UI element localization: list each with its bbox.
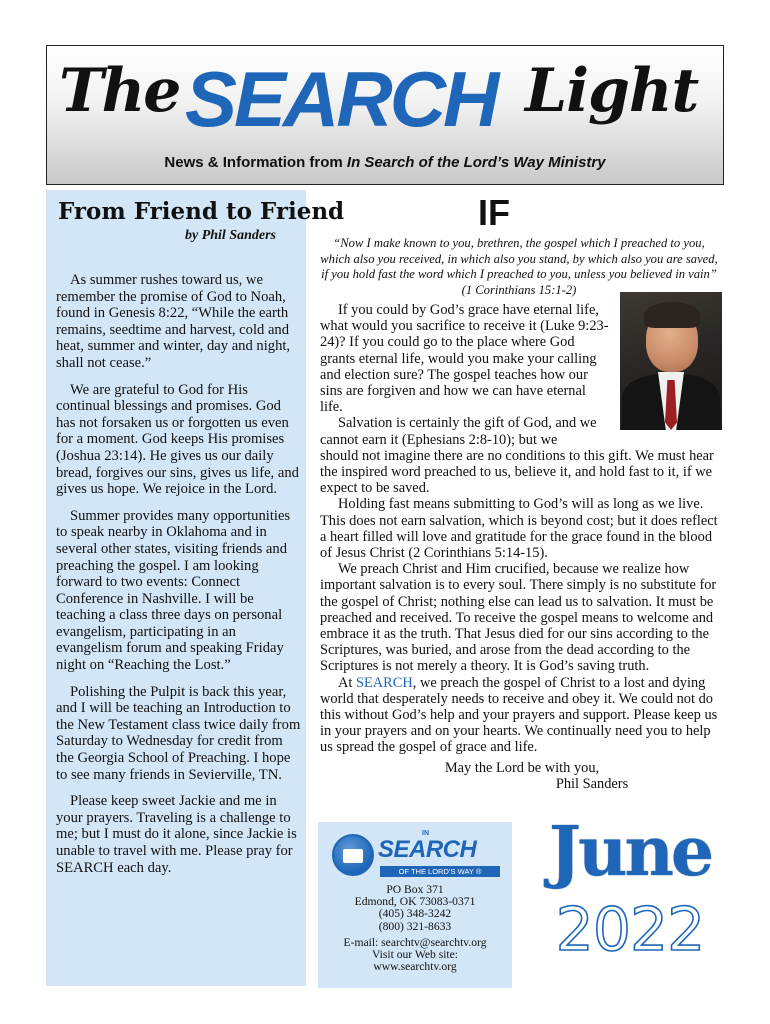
article-body — [320, 302, 724, 792]
sidebar-paragraph: Summer provides many opportunities to speak nearby in Oklahoma and in several other states, visiting friends and preaching the gospel. I am looking forward to two events: Connect Conference in Nashville. I will be teaching a class three days on personal evangelism, participating in an evangelism forum and speaking Friday night on “Reaching the Lost.” — [56, 507, 291, 674]
web-url[interactable]: www.searchtv.org — [373, 960, 457, 974]
tagline-prefix: News & Information from — [164, 154, 347, 171]
issue-month: June — [548, 812, 712, 892]
sidebar-paragraph: We are grateful to God for His continual blessings and promises. God has not forsaken us or forgotten us even for a moment. God keeps His promises (Joshua 23:14). He gives us our daily bread, forgives our sins, gives us life, and gives us hope. We rejoice in the Lord. — [56, 381, 299, 498]
email-line[interactable]: E-mail: searchtv@searchtv.org — [343, 935, 487, 949]
signoff-line: May the Lord be with you, — [444, 759, 600, 776]
article-paragraph: We preach Christ and Him crucified, because we realize how important salvation is to every soul. There simply is no substitute for the gospel of Christ; nothing else can lead us to salvation. It must be preached and received. To receive the gospel means to welcome and embrace it as the truth. That Jesus died for our sins according to the Scriptures, was buried, and arose from the dead according to the Scriptures is not merely a theory. It is God’s saving truth. — [320, 561, 717, 675]
search-link[interactable]: SEARCH — [356, 674, 413, 691]
article-scripture: “Now I make known to you, brethren, the gospel which I preached to you, which also you received, in which also you stand, by which also you are saved, if you hold fast the word which I preached to you, unless you believed in vain” (1 Corinthians 15:1-2) — [320, 236, 718, 297]
masthead-tagline — [47, 154, 723, 171]
city-line: Edmond, OK 73083-0371 — [354, 895, 476, 909]
article-title: IF — [478, 192, 510, 233]
sidebar-paragraph: Please keep sweet Jackie and me in your prayers. Traveling is a challenge to me; but I must do it alone, since Jackie is unable to travel with me. Please pray for SEARCH each day. — [56, 793, 297, 876]
p5-pre: At — [338, 674, 356, 691]
article-paragraph — [320, 675, 724, 756]
article-paragraph: Holding fast means submitting to God’s will as long as we live. This does not earn salvation, which is beyond cost; but it does reflect a heart filled will love and gratitude for the grace found in the blood of Jesus Christ (2 Corinthians 5:14-15). — [320, 496, 718, 562]
address-lines — [318, 884, 512, 973]
article-paragraph: Salvation is certainly the gift of God, and we cannot earn it (Ephesians 2:8-10); but we — [320, 415, 597, 448]
phone-1: (405) 348-3242 — [378, 907, 452, 921]
in-search-logo — [332, 830, 502, 880]
masthead-title-search: SEARCH — [185, 55, 497, 143]
logo-search-text: SEARCH — [378, 836, 477, 863]
tagline-ministry: In Search of the Lord’s Way Ministry — [346, 154, 606, 171]
phone-2: (800) 321-8633 — [378, 919, 452, 933]
signoff-name: Phil Sanders — [555, 775, 629, 792]
sidebar-title: From Friend to Friend — [58, 198, 345, 225]
logo-subtitle: OF THE LORD’S WAY ® — [380, 866, 500, 877]
address-box — [318, 822, 512, 988]
sidebar-byline: by Phil Sanders — [184, 228, 276, 243]
sidebar-paragraph: Polishing the Pulpit is back this year, and I will be teaching an Introduction to the New Testament class twice daily from Saturday to Wednesday for credit from the Georgia School of Preaching. I hope to see many friends in Sevierville, TN. — [56, 683, 301, 783]
issue-year: 2022 — [555, 895, 705, 965]
article-paragraph: should not imagine there are no conditions to this gift. We must hear the inspired word preached to us, believe it, and hold fast to it, if we expect to be saved. — [320, 447, 714, 497]
web-label: Visit our Web site: — [371, 948, 459, 962]
p5-post: , we preach the gospel of Christ to a lost and dying world that desperately needs to receive and obey it. We could not do this without God’s help and your prayers and support. Please keep us in your prayers and on your hearts. We continually need you to help us spread the gospel of grace and life. — [320, 674, 718, 756]
globe-bible-icon — [332, 834, 374, 876]
signoff — [320, 760, 724, 792]
logo-in-text: IN — [422, 830, 429, 837]
masthead — [46, 45, 724, 185]
sidebar-body — [56, 272, 302, 886]
masthead-title-light: Light — [525, 56, 699, 126]
article-paragraph: If you could by God’s grace have eternal life, what would you sacrifice to receive it (Luke 9:23-24)? If you could go to the place where God grants eternal life, would you make your calling and election sure? The gospel teaches how our sins are forgiven and how we can have eternal life. — [320, 302, 609, 416]
sidebar-paragraph: As summer rushes toward us, we remember the promise of God to Noah, found in Genesis 8:22, “While the earth remains, seedtime and harvest, cold and heat, summer and winter, day and night, shall not cease.” — [56, 272, 291, 371]
masthead-title-the: The — [59, 56, 180, 126]
po-box: PO Box 371 — [386, 883, 444, 896]
sidebar-column — [46, 190, 345, 986]
